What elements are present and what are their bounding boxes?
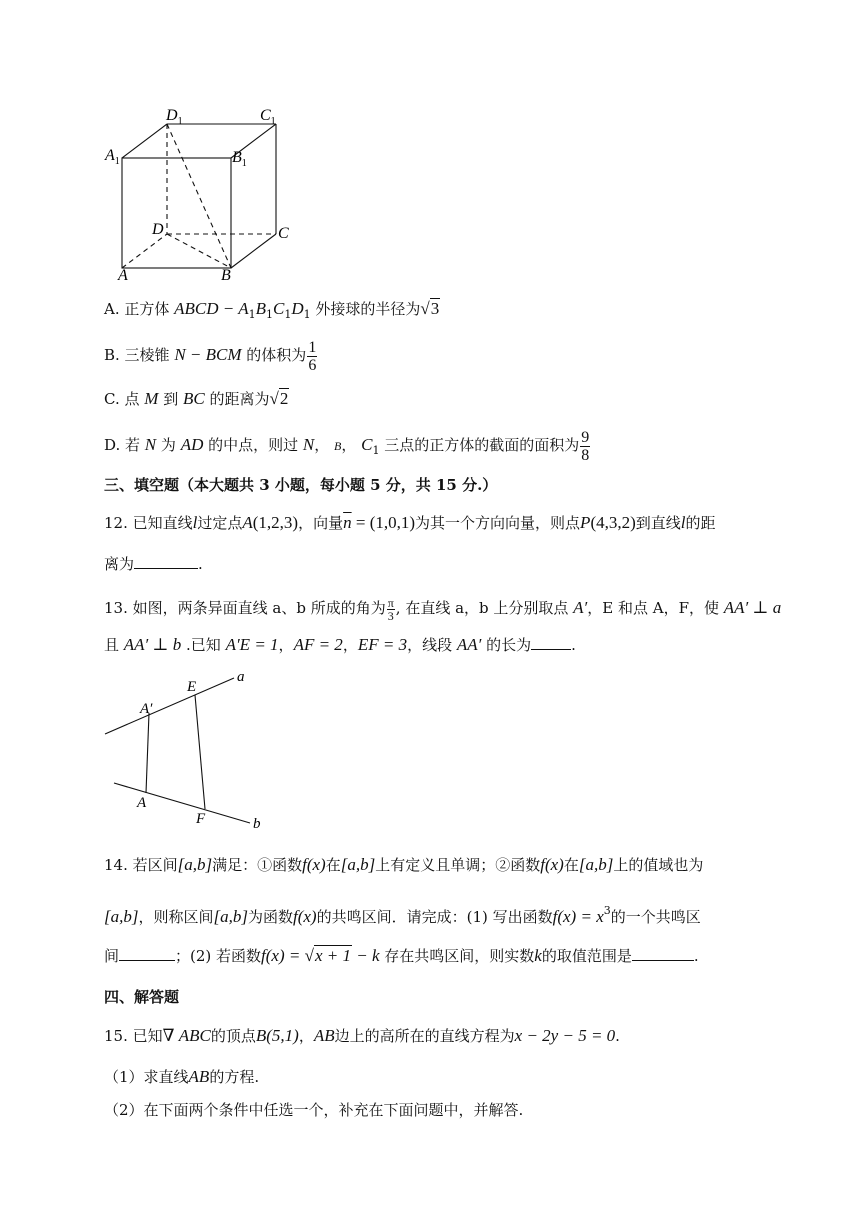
question-12-line2: 离为 . — [104, 555, 203, 573]
skew-lines-figure — [100, 668, 270, 833]
label-a: A — [118, 267, 128, 284]
label-e: E — [187, 679, 197, 695]
label-line-b: b — [253, 816, 261, 832]
label-a-prime: A′ — [140, 701, 153, 717]
sqrt-x-plus-1: √x + 1 — [304, 946, 351, 965]
question-13-line2: 且 AA′ ⊥ b .已知 A′E = 1，AF = 2，EF = 3，线段 AA′ 的长为 . — [104, 635, 576, 654]
fraction-pi-3: $\frac{\pi}{3}$ — [387, 595, 394, 623]
question-14-line3: 间 ；(2) 若函数f(x) = √x + 1 − k 存在共鸣区间，则实数k的取值范围是 . — [104, 946, 699, 965]
label-d1: $D_1$ — [166, 107, 183, 127]
sqrt-3: √3 — [420, 299, 440, 318]
label-line-a: a — [237, 669, 245, 685]
label-c: C — [278, 225, 289, 242]
question-15-line1: 15. 已知∇ ABC的顶点B(5,1)，AB边上的高所在的直线方程为x − 2y − 5 = 0. — [104, 1026, 620, 1045]
label-f: F — [196, 811, 206, 827]
label-a: A — [137, 795, 147, 811]
label-c1: $C_1$ — [260, 107, 276, 127]
label-d: D — [152, 221, 164, 238]
section-4-title: 四、解答题 — [104, 988, 180, 1006]
option-c: C. 点 M 到 BC 的距离为√2 — [104, 389, 289, 408]
label-b: B — [221, 267, 231, 284]
option-b: B. 三棱锥 N − BCM 的体积为 $\frac{1}{6}$ — [104, 338, 317, 374]
question-14-line2: [a,b]，则称区间[a,b]为函数f(x)的共鸣区间．请完成：(1) 写出函数$f(x) = x^3$的一个共鸣区 — [104, 904, 701, 926]
option-a: A. 正方体 ABCD − $A_1B_1C_1D_1$ 外接球的半径为√3 — [104, 299, 440, 321]
question-15-part2: （2）在下面两个条件中任选一个，补充在下面问题中，并解答. — [104, 1101, 524, 1119]
label-b1: $B_1$ — [232, 149, 247, 169]
option-d: D. 若 N 为 AD 的中点，则过 N， B， $C_1$ 三点的正方体的截面的面积为 $\frac{9}{8}$ — [104, 428, 590, 464]
sqrt-2: √2 — [269, 389, 289, 408]
fraction-9-8: $\frac{9}{8}$ — [581, 428, 590, 464]
section-3-title: 三、填空题（本大题共 3 小题，每小题 5 分，共 15 分.） — [104, 476, 498, 494]
fraction-1-6: $\frac{1}{6}$ — [308, 338, 317, 374]
cube-figure — [100, 100, 300, 285]
question-12-line1: 12. 已知直线l过定点A(1,2,3)，向量$\overline{n} = (1,0,1)$为其一个方向向量，则点P(4,3,2)到直线l的距 — [104, 513, 716, 532]
question-14-line1: 14. 若区间[a,b]满足：①函数f(x)在[a,b]上有定义且单调；②函数f(x)在[a,b]上的值域也为 — [104, 855, 704, 874]
label-a1: $A_1$ — [105, 147, 120, 167]
question-13-line1: 13. 如图，两条异面直线 a、b 所成的角为 $\frac{\pi}{3}$ , 在直线 a，b 上分别取点 A′，E 和点 A，F，使 AA′ ⊥ a — [104, 595, 782, 623]
question-15-part1: （1）求直线AB的方程. — [104, 1067, 260, 1086]
